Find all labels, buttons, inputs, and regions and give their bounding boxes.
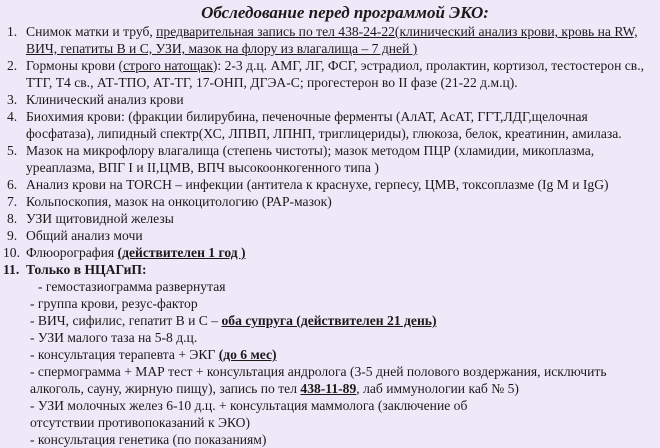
list-item-4: 4. Биохимия крови: (фракции билирубина, печеночные ферменты (АлАТ, АсАТ, ГГТ,ЛДГ,щелочная фосфатаза), липидный спектр(ХС, ЛПВП, ЛПНП, триглицериды), глюкоза, белок, креатинин, амилаза. <box>7 109 622 141</box>
sub-item-spermogram: - спермограмма + МАР тест + консультация андролога (3-5 дней полового воздержания, исключить алкоголь, сауну, жирную пищу), запись по тел 438-11-89, лаб иммунологии каб № 5) <box>30 364 607 396</box>
list-item-8: 8. УЗИ щитовидной железы <box>7 211 174 226</box>
list-item-5: 5. Мазок на микрофлору влагалища (степень чистоты); мазок методом ПЦР (хламидии, микоплазма, уреаплазма, ВПГ I и II,ЦМВ, ВПЧ высокоонкогенного типа ) <box>7 143 595 175</box>
validity-note: (действителен 1 год ) <box>117 245 246 260</box>
list-item-1: 1. Снимок матки и труб, предварительная запись по тел 438-24-22(клинический анализ крови, кровь на RW, ВИЧ, гепатиты В и С, УЗИ, мазок на флору из влагалища – 7 дней ) <box>7 24 638 56</box>
sub-item-ultrasound-pelvis: - УЗИ малого таза на 5-8 д.ц. <box>30 330 198 345</box>
list-item-10: 10. Флюорография (действителен 1 год ) <box>3 245 246 260</box>
section-heading: Только в НЦАГиП: <box>26 262 147 277</box>
list-item-6: 6. Анализ крови на TORCH – инфекции (антитела к краснухе, герпесу, ЦМВ, токсоплазме (Ig M и IgG) <box>7 177 609 192</box>
list-item-3: 3. Клинический анализ крови <box>7 92 184 107</box>
sub-item-mammology: - УЗИ молочных желез 6-10 д.ц. + консультация маммолога (заключение об отсутствии противопоказаний к ЭКО) <box>30 398 468 430</box>
list-item-9: 9. Общий анализ мочи <box>7 228 143 243</box>
sub-item-genetics: - консультация генетика (по показаниям) <box>30 432 267 447</box>
phone-number: 438-11-89 <box>300 381 357 396</box>
sub-item-blood-group: - группа крови, резус-фактор <box>30 296 198 311</box>
appointment-note: предварительная запись по тел 438-24-22(клинический анализ крови, кровь на RW, ВИЧ, гепатиты В и С, УЗИ, мазок на флору из влагалища – 7 дней ) <box>26 24 638 56</box>
list-item-11: 11. Только в НЦАГиП: <box>3 262 147 277</box>
validity-note: (до 6 мес) <box>218 347 277 362</box>
sub-item-therapist: - консультация терапевта + ЭКГ (до 6 мес) <box>30 347 277 362</box>
sub-item-hemostasis: - гемостазиограмма развернутая <box>38 279 226 294</box>
list-item-2: 2. Гормоны крови (строго натощак): 2-3 д.ц. АМГ, ЛГ, ФСГ, эстрадиол, пролактин, кортизол, тестостерон св., ТТГ, Т4 св., АТ-ТПО, АТ-ТГ, 17-ОНП, ДГЭА-С; прогестерон во II фазе (21-22 д.м.ц). <box>7 58 644 90</box>
validity-note: оба супруга (действителен 21 день) <box>221 313 437 328</box>
document-title: Обследование перед программой ЭКО: <box>201 3 489 22</box>
sub-item-hiv: - ВИЧ, сифилис, гепатит В и С – оба супруга (действителен 21 день) <box>30 313 437 328</box>
list-item-7: 7. Кольпоскопия, мазок на онкоцитологию (РАР-мазок) <box>7 194 332 209</box>
item-number: 1. <box>7 24 18 39</box>
